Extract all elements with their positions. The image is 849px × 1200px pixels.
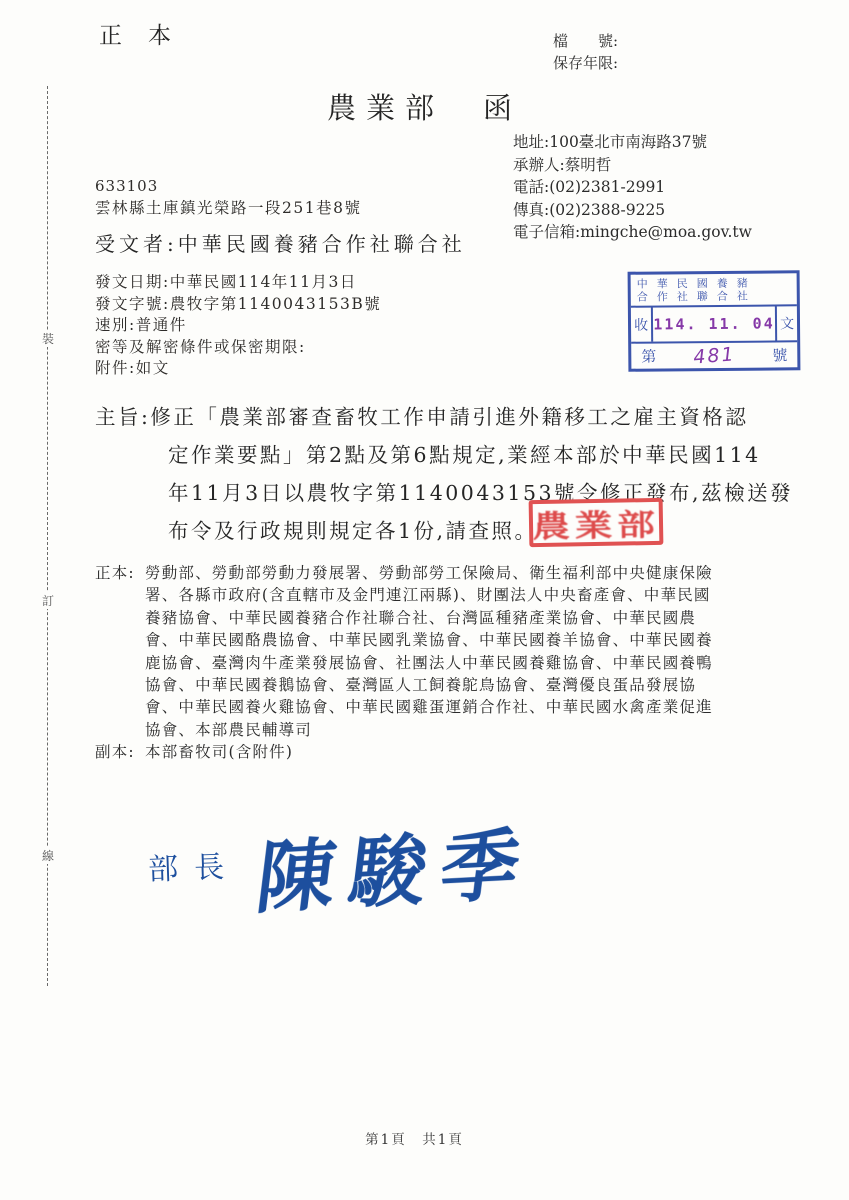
minister-signature: 陳駿季 — [251, 818, 539, 925]
subject-line-4: 布令及行政規則規定各1份,請查照。 — [168, 519, 538, 543]
subject-line-3: 年11月3日以農牧字第1140043153號令修正發布,茲檢送發 — [168, 481, 794, 505]
original-copies-row — [95, 562, 785, 741]
copies-line-7: 會、中華民國養火雞協會、中華民國雞蛋運銷合作社、中華民國水禽產業促進 — [145, 698, 713, 717]
recipient-zipcode: 633103 — [95, 177, 159, 195]
subject-line-2: 定作業要點」第2點及第6點規定,業經本部於中華民國114 — [168, 443, 761, 467]
receipt-stamp-wen: 文 — [775, 306, 797, 340]
issue-meta-block — [95, 272, 381, 380]
copies-line-4: 會、中華民國酪農協會、中華民國乳業協會、中華民國養羊協會、中華民國養 — [145, 631, 713, 650]
copy-type-label: 正本 — [99, 23, 197, 49]
receipt-stamp-number-row — [631, 342, 797, 368]
copies-block — [95, 562, 785, 764]
subject-line-1: 主旨:修正「農業部審查畜牧工作申請引進外籍移工之雇主資格認 — [95, 405, 749, 429]
issue-doc-no: 發文字號:農牧字第1140043153B號 — [95, 294, 382, 313]
retention-label: 保存年限: — [553, 54, 619, 72]
receipt-stamp-shou: 收 — [631, 308, 653, 342]
issue-date: 發文日期:中華民國114年11月3日 — [95, 273, 357, 291]
copies-line-1: 勞動部、勞動部勞動力發展署、勞動部勞工保險局、衛生福利部中央健康保險 — [145, 564, 713, 582]
receipt-stamp-number: 481 — [692, 342, 737, 369]
recipient-name: 受文者:中華民國養豬合作社聯合社 — [95, 232, 466, 256]
issue-speed: 速別:普通件 — [95, 316, 187, 334]
binding-mark-xian: 線 — [41, 849, 54, 863]
document-title: 農業部 函 — [326, 91, 522, 125]
issue-attachment: 附件:如文 — [95, 359, 170, 377]
sender-phone: 電話:(02)2381-2991 — [513, 178, 666, 196]
minister-title: 部長 — [147, 849, 241, 888]
original-copies-list — [145, 562, 785, 741]
sender-fax: 傳真:(02)2388-9225 — [513, 200, 666, 219]
copies-line-2: 署、各縣市政府(含直轄市及金門連江兩縣)、財團法人中央畜產會、中華民國 — [145, 586, 711, 605]
copies-line-5: 鹿協會、臺灣肉牛產業發展協會、社團法人中華民國養雞協會、中華民國養鴨 — [145, 653, 713, 672]
issue-security: 密等及解密條件或保密期限: — [95, 337, 306, 356]
sender-contact-block — [513, 131, 752, 244]
ministry-red-seal-text: 農業部 — [532, 507, 661, 545]
subject-paragraph — [95, 398, 794, 550]
receipt-stamp-org-line1: 中華民國養豬 — [636, 276, 757, 291]
recipient-address: 雲林縣土庫鎮光榮路一段251巷8號 — [95, 199, 362, 217]
receipt-stamp-no-suffix: 號 — [772, 346, 788, 365]
cc-copies-text: 本部畜牧司(含附件) — [145, 743, 294, 762]
original-copies-label: 正本: — [95, 564, 135, 582]
cc-copies-label: 副本: — [95, 743, 135, 762]
receipt-stamp — [628, 270, 801, 371]
ministry-red-seal — [529, 498, 664, 547]
signature-block — [147, 800, 539, 930]
cc-copies-row — [95, 741, 785, 763]
copies-line-6: 協會、中華民國養鵝協會、臺灣區人工飼養鴕鳥協會、臺灣優良蛋品發展協 — [145, 676, 697, 695]
binding-mark-ding: 訂 — [41, 594, 54, 608]
binding-mark-zhuang: 裝 — [41, 332, 54, 346]
receipt-stamp-middle-row — [631, 306, 797, 343]
receipt-stamp-date: 114. 11. 04 — [653, 314, 775, 334]
receipt-stamp-org-line2: 合作社聯合社 — [636, 289, 757, 304]
sender-address: 地址:100臺北市南海路37號 — [513, 133, 708, 151]
receipt-stamp-org — [631, 273, 797, 307]
page-number-footer: 第1頁 共1頁 — [365, 1132, 464, 1148]
copies-line-3: 養豬協會、中華民國養豬合作社聯合社、台灣區種豬產業協會、中華民國農 — [145, 608, 697, 627]
copies-line-8: 協會、本部農民輔導司 — [145, 720, 313, 739]
file-no-label: 檔 號: — [553, 32, 619, 50]
sender-email: 電子信箱:mingche@moa.gov.tw — [513, 223, 752, 241]
receipt-stamp-no-prefix: 第 — [641, 347, 657, 366]
file-retention-labels — [553, 30, 618, 74]
sender-person: 承辦人:蔡明哲 — [513, 155, 612, 174]
